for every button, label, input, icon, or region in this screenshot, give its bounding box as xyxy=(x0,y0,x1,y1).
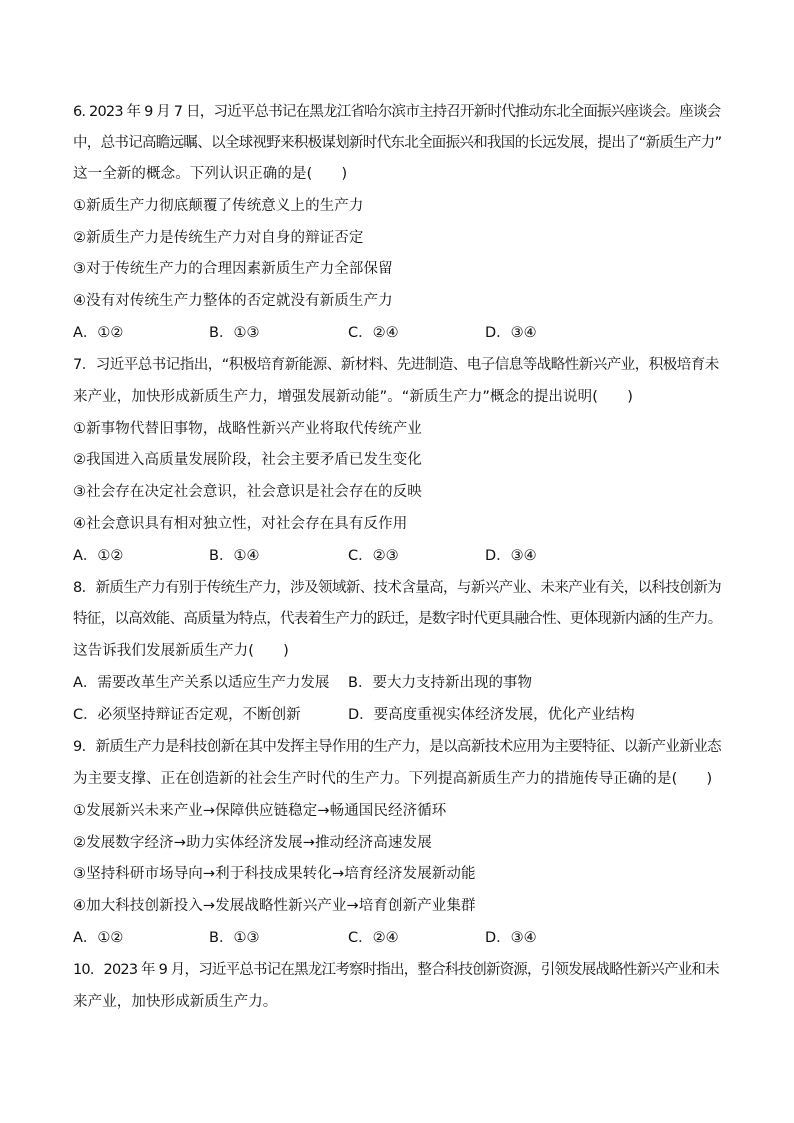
q9-item-4: ④加大科技创新投入→发展战略性新兴产业→培育创新产业集群 xyxy=(73,898,476,914)
q6-item-3: ③对于传统生产力的合理因素新质生产力全部保留 xyxy=(73,261,393,277)
q6-option-d[interactable]: D．③④ xyxy=(485,325,537,341)
q6-item-2: ②新质生产力是传统生产力对自身的辩证否定 xyxy=(73,230,364,246)
q8-option-d[interactable]: D．要高度重视实体经济发展，优化产业结构 xyxy=(348,707,635,723)
q7-option-c[interactable]: C．②③ xyxy=(348,548,399,564)
q9-option-a[interactable]: A．①② xyxy=(73,930,124,946)
q7-item-2: ②我国进入高质量发展阶段，社会主要矛盾已发生变化 xyxy=(73,452,422,468)
q7-stem-line-1: 7．习近平总书记指出，“积极培育新能源、新材料、先进制造、电子信息等战略性新兴产业，积极培育未 xyxy=(73,357,719,373)
q7-item-4: ④社会意识具有相对独立性，对社会存在具有反作用 xyxy=(73,516,408,532)
q6-stem-line-2: 中，总书记高瞻远瞩、以全球视野来积极谋划新时代东北全面振兴和我国的长远发展，提出了“新质生产力” xyxy=(73,135,722,151)
q9-option-c[interactable]: C．②④ xyxy=(348,930,399,946)
q7-item-3: ③社会存在决定社会意识，社会意识是社会存在的反映 xyxy=(73,484,422,500)
q7-item-1: ①新事物代替旧事物，战略性新兴产业将取代传统产业 xyxy=(73,421,422,437)
q9-item-3: ③坚持科研市场导向→利于科技成果转化→培育经济发展新动能 xyxy=(73,866,476,882)
q8-option-b[interactable]: B．要大力支持新出现的事物 xyxy=(348,675,532,691)
q9-item-2: ②发展数字经济→助力实体经济发展→推动经济高速发展 xyxy=(73,835,432,851)
q6-option-c[interactable]: C．②④ xyxy=(348,325,399,341)
q6-stem-line-1: 6. 2023 年 9 月 7 日，习近平总书记在黑龙江省哈尔滨市主持召开新时代推动东北全面振兴座谈会。座谈会 xyxy=(73,104,721,120)
q6-option-a[interactable]: A．①② xyxy=(73,325,124,341)
q7-option-a[interactable]: A．①② xyxy=(73,548,124,564)
q6-stem-line-3: 这一全新的概念。下列认识正确的是( ) xyxy=(73,166,348,182)
q8-stem-line-1: 8．新质生产力有别于传统生产力，涉及领域新、技术含量高，与新兴产业、未来产业有关，以科技创新为 xyxy=(73,580,722,596)
q9-item-1: ①发展新兴未来产业→保障供应链稳定→畅通国民经济循环 xyxy=(73,803,447,819)
q6-option-b[interactable]: B．①③ xyxy=(209,325,260,341)
q10-stem-line-2: 来产业，加快形成新质生产力。 xyxy=(73,994,278,1010)
q8-stem-line-3: 这告诉我们发展新质生产力( ) xyxy=(73,643,289,659)
q9-stem-line-1: 9．新质生产力是科技创新在其中发挥主导作用的生产力，是以高新技术应用为主要特征、以新产业新业态 xyxy=(73,739,722,755)
q9-stem-line-2: 为主要支撑、正在创造新的社会生产时代的生产力。下列提高新质生产力的措施传导正确的是( ) xyxy=(73,771,713,787)
q7-stem-line-2: 来产业，加快形成新质生产力，增强发展新动能”。“新质生产力”概念的提出说明( ) xyxy=(73,389,633,405)
q8-option-a[interactable]: A．需要改革生产关系以适应生产力发展 xyxy=(73,675,330,691)
q9-option-d[interactable]: D．③④ xyxy=(485,930,537,946)
q6-item-1: ①新质生产力彻底颠覆了传统意义上的生产力 xyxy=(73,198,364,214)
q10-stem-line-1: 10．2023 年 9 月，习近平总书记在黑龙江考察时指出，整合科技创新资源，引领发展战略性新兴产业和未 xyxy=(73,962,719,978)
q7-option-d[interactable]: D．③④ xyxy=(485,548,537,564)
q8-option-c[interactable]: C．必须坚持辩证否定观，不断创新 xyxy=(73,707,301,723)
q7-option-b[interactable]: B．①④ xyxy=(209,548,260,564)
q8-stem-line-2: 特征，以高效能、高质量为特点，代表着生产力的跃迁，是数字时代更具融合性、更体现新内涵的生产力。 xyxy=(73,611,722,627)
q6-item-4: ④没有对传统生产力整体的否定就没有新质生产力 xyxy=(73,293,393,309)
q9-option-b[interactable]: B．①③ xyxy=(209,930,260,946)
